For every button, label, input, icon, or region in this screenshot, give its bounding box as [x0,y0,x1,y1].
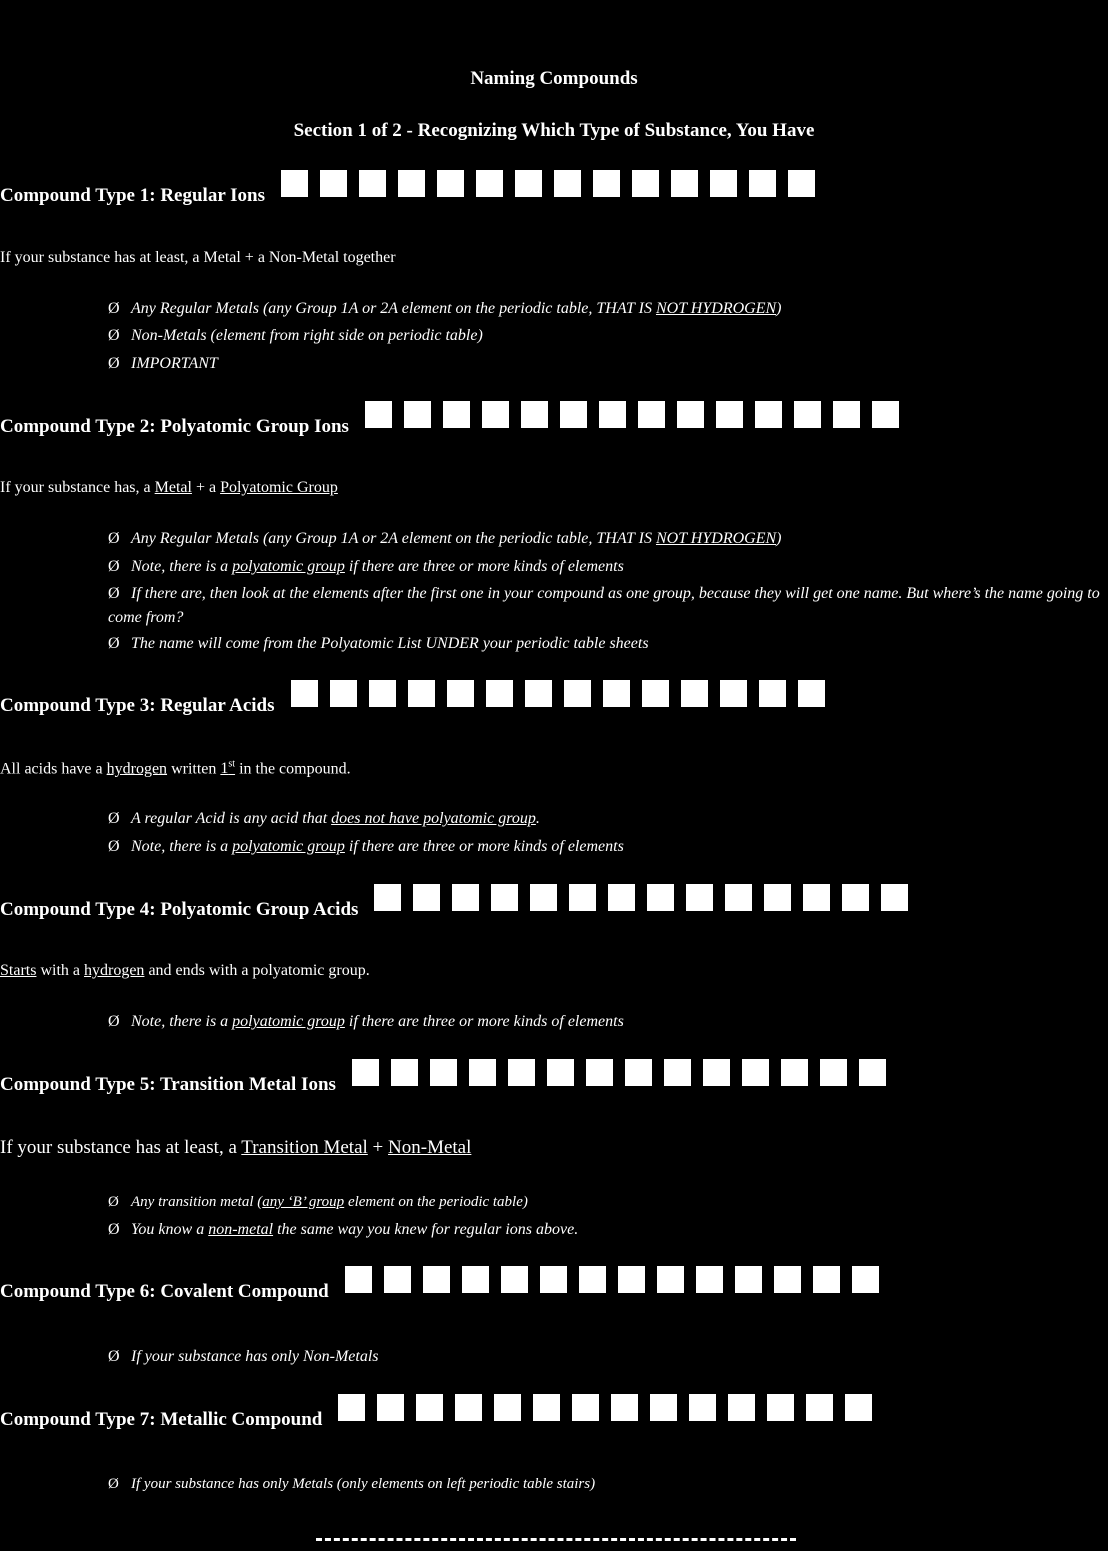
redaction-box [494,1394,521,1421]
section-2-bullet-2: Ø Note, there is a polyatomic group if there are three or more kinds of elements [108,558,624,575]
redaction-box [416,1394,443,1421]
section-intro-1: If your substance has at least, a Metal + a Non-Metal together [0,249,396,266]
redaction-box [798,680,825,707]
redaction-box [525,680,552,707]
redaction-box [560,401,587,428]
redaction-box [852,1266,879,1293]
section-5-bullet-2: Ø You know a non-metal the same way you knew for regular ions above. [108,1221,579,1238]
redaction-box [501,1266,528,1293]
section-heading-5-label: Compound Type 5: Transition Metal Ions [0,1074,336,1095]
redaction-box [806,1394,833,1421]
redaction-box [650,1394,677,1421]
section-heading-4 [0,894,920,921]
redaction-box [404,401,431,428]
redaction-box [689,1394,716,1421]
redaction-box [735,1266,762,1293]
redaction-box [430,1059,457,1086]
section-2-bullet-4: Ø The name will come from the Polyatomic List UNDER your periodic table sheets [108,635,649,652]
redaction-box [703,1059,730,1086]
page-title: Naming Compounds [470,68,638,89]
redaction-box [330,680,357,707]
redaction-box [398,170,425,197]
redaction-box [338,1394,365,1421]
section-heading-7 [0,1404,884,1431]
redaction-box [377,1394,404,1421]
section-intro-4: Starts with a hydrogen and ends with a polyatomic group. [0,962,370,979]
section-4-bullet-1: Ø Note, there is a polyatomic group if there are three or more kinds of elements [108,1013,624,1030]
redaction-box [774,1266,801,1293]
section-5-bullet-1: Ø Any transition metal (any ‘B’ group element on the periodic table) [108,1194,528,1210]
redaction-boxes-7 [338,1394,884,1421]
redaction-box [872,401,899,428]
redaction-box [803,884,830,911]
section-heading-3-label: Compound Type 3: Regular Acids [0,695,275,716]
section-heading-2-label: Compound Type 2: Polyatomic Group Ions [0,416,349,437]
redaction-box [794,401,821,428]
redaction-box [593,170,620,197]
redaction-box [725,884,752,911]
redaction-box [618,1266,645,1293]
redaction-box [569,884,596,911]
redaction-box [881,884,908,911]
redaction-box [455,1394,482,1421]
redaction-box [352,1059,379,1086]
redaction-box [452,884,479,911]
section-intro-5: If your substance has at least, a Transition Metal + Non-Metal [0,1137,472,1158]
redaction-box [291,680,318,707]
redaction-box [820,1059,847,1086]
section-heading-3 [0,690,837,717]
redaction-box [632,170,659,197]
section-divider [316,1538,796,1541]
redaction-box [696,1266,723,1293]
section-6-bullet-1: Ø If your substance has only Non-Metals [108,1348,379,1365]
redaction-box [391,1059,418,1086]
redaction-box [469,1059,496,1086]
redaction-box [359,170,386,197]
redaction-box [764,884,791,911]
redaction-box [657,1266,684,1293]
redaction-box [647,884,674,911]
redaction-box [447,680,474,707]
redaction-box [547,1059,574,1086]
section-heading-2 [0,411,911,438]
redaction-box [716,401,743,428]
redaction-box [486,680,513,707]
redaction-box [603,680,630,707]
redaction-box [320,170,347,197]
section-2-bullet-3: Ø If there are, then look at the elements after the first one in your compound as one group, because they will get one name. But where’s the name going to come from? [108,585,1100,626]
redaction-box [533,1394,560,1421]
section-1-bullet-2: Ø Non-Metals (element from right side on periodic table) [108,327,483,344]
redaction-box [788,170,815,197]
redaction-box [845,1394,872,1421]
section-heading-6 [0,1276,891,1303]
redaction-box [710,170,737,197]
redaction-box [728,1394,755,1421]
section-heading-1-label: Compound Type 1: Regular Ions [0,185,266,206]
redaction-boxes-1 [281,170,827,197]
section-intro-3: All acids have a hydrogen written 1st in the compound. [0,759,351,778]
redaction-box [564,680,591,707]
redaction-box [671,170,698,197]
redaction-box [686,884,713,911]
redaction-box [515,170,542,197]
redaction-box [281,170,308,197]
section-1-bullet-3: Ø IMPORTANT [108,355,218,372]
section-heading-1 [0,180,827,207]
redaction-box [586,1059,613,1086]
section-intro-2: If your substance has, a Metal + a Polyatomic Group [0,479,338,496]
redaction-box [677,401,704,428]
redaction-box [813,1266,840,1293]
redaction-box [365,401,392,428]
redaction-box [443,401,470,428]
redaction-box [572,1394,599,1421]
redaction-box [681,680,708,707]
redaction-box [530,884,557,911]
redaction-box [742,1059,769,1086]
redaction-box [599,401,626,428]
redaction-box [345,1266,372,1293]
page-subtitle: Section 1 of 2 - Recognizing Which Type of Substance, You Have [293,120,815,141]
redaction-box [720,680,747,707]
redaction-box [642,680,669,707]
redaction-box [482,401,509,428]
redaction-box [755,401,782,428]
section-heading-4-label: Compound Type 4: Polyatomic Group Acids [0,899,359,920]
redaction-box [638,401,665,428]
redaction-box [749,170,776,197]
redaction-boxes-5 [352,1059,898,1086]
redaction-box [579,1266,606,1293]
redaction-box [664,1059,691,1086]
redaction-box [413,884,440,911]
section-heading-5 [0,1069,898,1096]
redaction-box [540,1266,567,1293]
redaction-boxes-3 [291,680,837,707]
redaction-box [781,1059,808,1086]
redaction-box [476,170,503,197]
redaction-box [759,680,786,707]
redaction-box [491,884,518,911]
redaction-box [625,1059,652,1086]
redaction-box [508,1059,535,1086]
section-heading-7-label: Compound Type 7: Metallic Compound [0,1409,323,1430]
redaction-box [608,884,635,911]
redaction-boxes-4 [374,884,920,911]
redaction-box [767,1394,794,1421]
redaction-box [437,170,464,197]
redaction-boxes-2 [365,401,911,428]
redaction-box [521,401,548,428]
redaction-box [462,1266,489,1293]
section-3-bullet-1: Ø A regular Acid is any acid that does not have polyatomic group. [108,810,540,827]
section-1-bullet-1: Ø Any Regular Metals (any Group 1A or 2A element on the periodic table, THAT IS NOT HYDROGEN) [108,300,782,317]
redaction-box [423,1266,450,1293]
redaction-boxes-6 [345,1266,891,1293]
redaction-box [833,401,860,428]
redaction-box [384,1266,411,1293]
redaction-box [611,1394,638,1421]
redaction-box [842,884,869,911]
redaction-box [369,680,396,707]
redaction-box [859,1059,886,1086]
section-heading-6-label: Compound Type 6: Covalent Compound [0,1281,329,1302]
redaction-box [408,680,435,707]
section-3-bullet-2: Ø Note, there is a polyatomic group if there are three or more kinds of elements [108,838,624,855]
section-2-bullet-1: Ø Any Regular Metals (any Group 1A or 2A element on the periodic table, THAT IS NOT HYDROGEN) [108,530,782,547]
section-7-bullet-1: Ø If your substance has only Metals (only elements on left periodic table stairs) [108,1476,596,1492]
redaction-box [554,170,581,197]
redaction-box [374,884,401,911]
